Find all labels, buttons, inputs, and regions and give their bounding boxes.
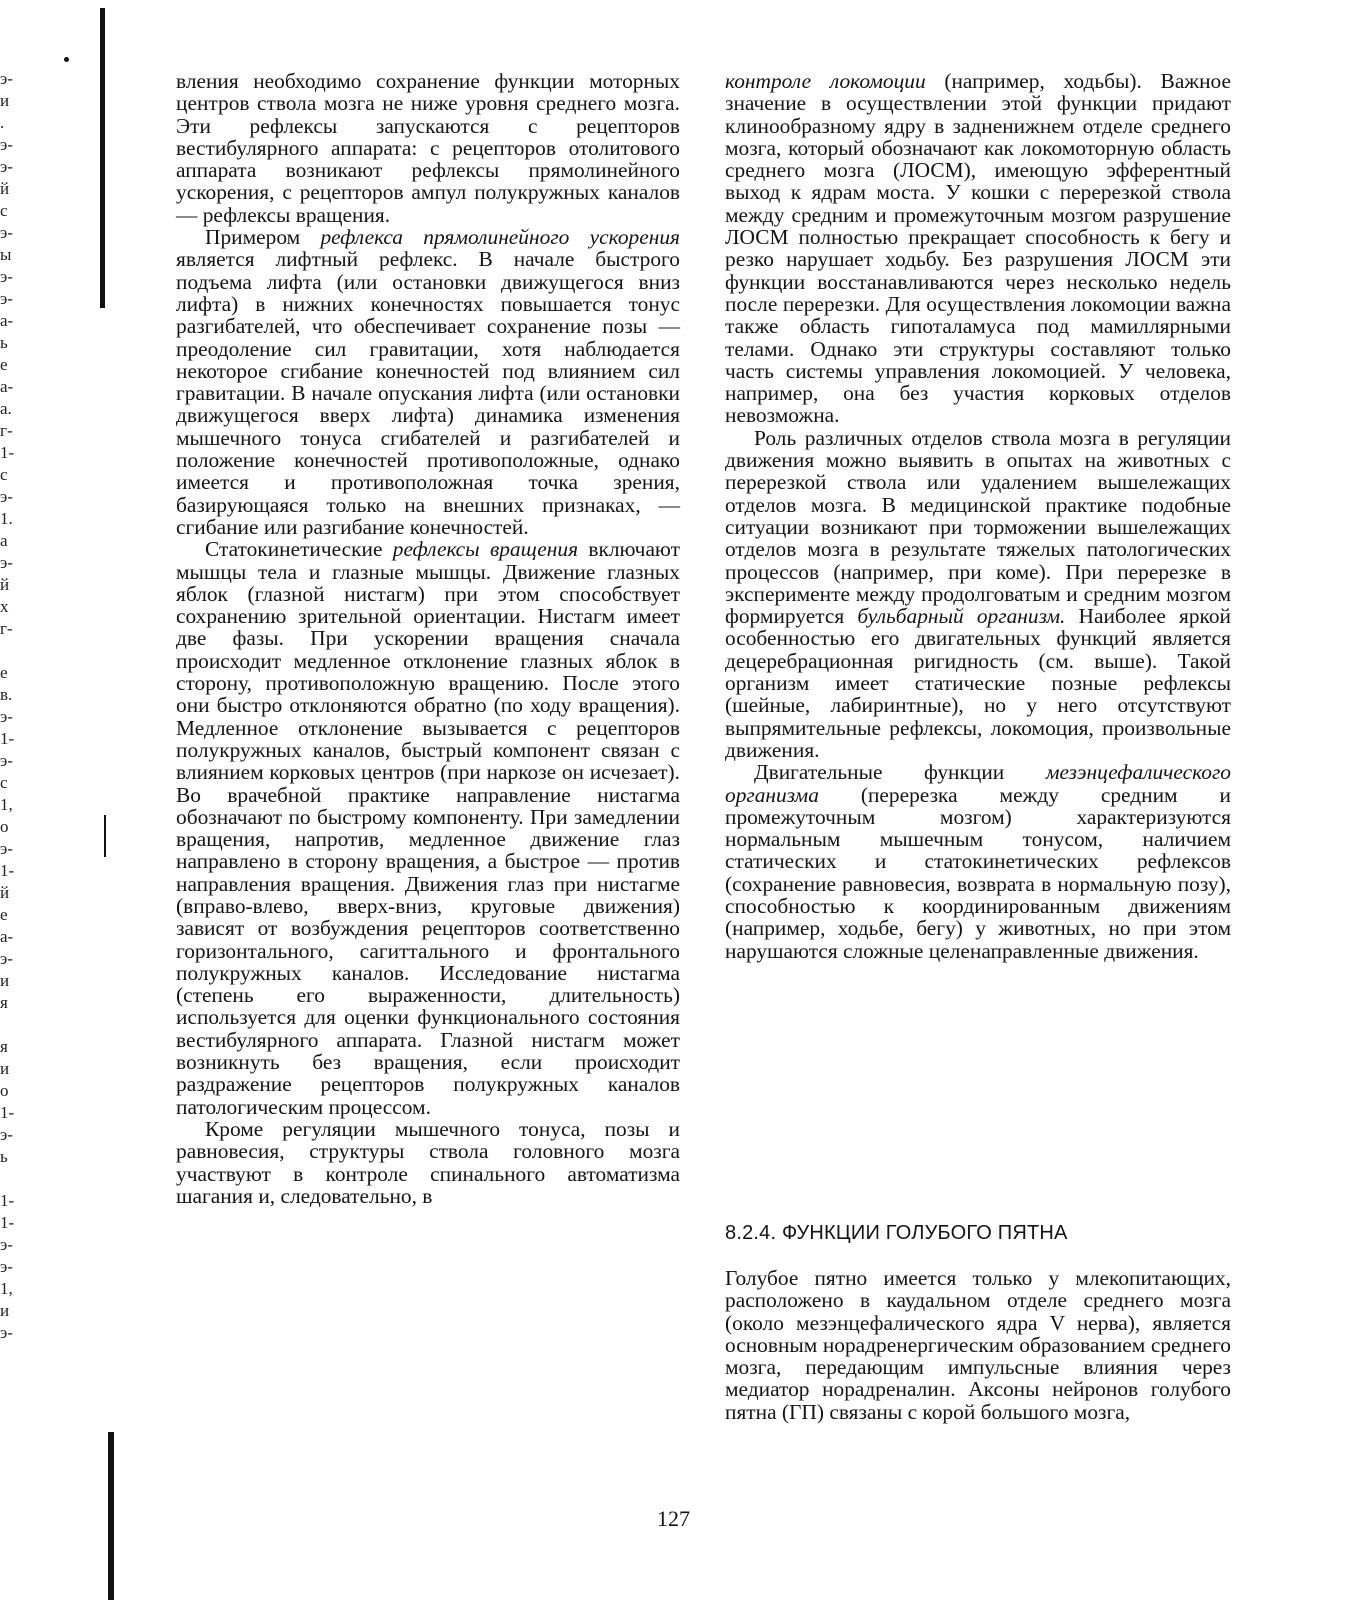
margin-fragment: э- (0, 69, 13, 88)
facing-page-margin-fragments (0, 68, 30, 1344)
emphasis: рефлекса прямолинейного ускорения (320, 225, 680, 250)
margin-fragment: в. (0, 685, 13, 704)
margin-fragment: э- (0, 1257, 13, 1276)
margin-fragment: э- (0, 135, 13, 154)
margin-fragment: х (0, 597, 9, 616)
section-heading: 8.2.4. ФУНКЦИИ ГОЛУБОГО ПЯТНА (725, 1222, 1068, 1244)
paragraph: Кроме регуляции мышечного тонуса, позы и равновесия, структуры ствола головного мозга участвуют в контроле спинального автоматизма шагания и, следовательно, в (176, 1116, 680, 1208)
margin-fragment: э- (0, 157, 13, 176)
paragraph: контроле локомоции (например, ходьбы). Важное значение в осуществлении этой функции придают клинообразному ядру в задненижнем отделе среднего мозга, который обозначают как локомоторную область среднего мозга (ЛОСМ), имеющую эфферентный выход к ядрам моста. У кошки с перерезкой ствола между средним и промежуточным мозгом разрушение ЛОСМ полностью прекращает способность к бегу и резко нарушает ходьбу. Без разрушения ЛОСМ эти функции восстанавливаются через несколько недель после перерезки. Для осуществления локомоции важна также область гипоталамуса под мамиллярными телами. Однако эти структуры составляют только часть системы управления локомоцией. У человека, например, она без участия корковых отделов невозможна. (725, 69, 1231, 428)
paragraph: Голубое пятно имеется только у млекопитающих, расположено в каудальном отделе среднего мозга (около мезэнцефалического ядра V нерва), является основным норадренергическим образованием среднего мозга, передающим импульсные влияния через медиатор норадреналин. Аксоны нейронов голубого пятна (ГП) связаны с корой большого мозга, (725, 1266, 1231, 1424)
margin-fragment: 1- (0, 729, 15, 748)
margin-fragment: 1- (0, 1103, 15, 1122)
margin-fragment: 1, (0, 1279, 13, 1298)
margin-fragment: э- (0, 1323, 13, 1342)
margin-fragment: и (0, 91, 10, 110)
margin-fragment: ь (0, 1147, 8, 1166)
margin-fragment: я (0, 1037, 8, 1056)
margin-fragment: г- (0, 619, 13, 638)
margin-fragment: а. (0, 399, 12, 418)
margin-fragment: . (0, 113, 5, 132)
paragraph: Примером рефлекса прямолинейного ускорения является лифтный рефлекс. В начале быстрого подъема лифта (или остановки движущегося вниз лифта) в нижних конечностях повышается тонус разгибателей, что обеспечивает сохранение позы — преодоление сил гравитации, хотя наблюдается некоторое сгибание конечностей под влиянием сил гравитации. В начале опускания лифта (или остановки движущегося вверх лифта) динамика изменения мышечного тонуса сгибателей и разгибателей и положение конечностей противоположные, однако имеется и противоположная точка зрения, базирующаяся только на внешних признаках, — сгибание или разгибание конечностей. (176, 225, 680, 539)
gutter-shadow-top (100, 8, 105, 308)
margin-fragment: э- (0, 707, 13, 726)
margin-fragment: е (0, 355, 8, 374)
margin-fragment: э- (0, 751, 13, 770)
margin-fragment: 1- (0, 1213, 15, 1232)
margin-fragment: э- (0, 267, 13, 286)
margin-fragment: й (0, 179, 10, 198)
margin-fragment (0, 1014, 30, 1036)
margin-fragment: э- (0, 223, 13, 242)
margin-fragment: э- (0, 487, 13, 506)
margin-fragment: э- (0, 553, 13, 572)
margin-fragment (0, 1168, 30, 1190)
page-number: 127 (657, 1506, 690, 1531)
margin-fragment: и (0, 971, 10, 990)
paragraph: Роль различных отделов ствола мозга в регуляции движения можно выявить в опытах на животных с перерезкой ствола или удалением вышележащих отделов мозга. В медицинской практике подобные ситуации возникают при торможении вышележащих отделов мозга в результате тяжелых патологических процессов (например, при коме). При перерезке в эксперименте между продолговатым и средним мозгом формируется бульбарный организм. Наиболее яркой особенностью его двигательных функций является децеребрационная ригидность (см. выше). Такой организм имеет статические позные рефлексы (шейные, лабиринтные), но у него отсутствуют выпрямительные рефлексы, локомоция, произвольные движения. (725, 425, 1232, 762)
margin-fragment: а- (0, 927, 14, 946)
margin-fragment: 1- (0, 443, 15, 462)
section-body (725, 1267, 1231, 1423)
speck (64, 57, 69, 62)
margin-fragment: й (0, 575, 10, 594)
emphasis: рефлексы вращения (392, 537, 579, 562)
margin-fragment: а- (0, 377, 14, 396)
margin-fragment: а (0, 531, 8, 550)
margin-fragment: 1- (0, 1191, 15, 1210)
emphasis: бульбарный организм. (857, 604, 1066, 629)
paragraph: Статокинетические рефлексы вращения включают мышцы тела и глазные мышцы. Движение глазных яблок (глазной нистагм) при этом способствует сохранению зрительной ориентации. Нистагм имеет две фазы. При ускорении вращения сначала происходит медленное отклонение глазных яблок в сторону, противоположную вращению. После этого они быстро отклоняются обратно (по ходу вращения). Медленное отклонение вызывается с рецепторов полукружных каналов, быстрый компонент связан с влиянием корковых центров (при наркозе он исчезает). Во врачебной практике направление нистагма обозначают по быстрому компоненту. При замедлении вращения, напротив, медленное движение глаз направлено в сторону вращения, а быстрое — против направления вращения. Движения глаз при нистагме (вправо-влево, вверх-вниз, круговые движения) зависят от возбуждения рецепторов соответственно горизонтального, сагиттального и фронтального полукружных каналов. Исследование нистагма (степень его выраженности, длительность) используется для оценки функционального состояния вестибулярного аппарата. Глазной нистагм может возникнуть без вращения, если происходит раздражение рецепторов полукружных каналов патологическим процессом. (176, 537, 680, 1119)
emphasis: мезэнцефалического организма (725, 760, 1231, 807)
margin-fragment: э- (0, 289, 13, 308)
margin-fragment: э- (0, 1235, 13, 1254)
margin-fragment: э- (0, 1125, 13, 1144)
margin-fragment: я (0, 993, 8, 1012)
margin-fragment (0, 640, 30, 662)
left-column (176, 70, 680, 1207)
margin-fragment: ь (0, 333, 8, 352)
paragraph: Двигательные функции мезэнцефалического организма (перерезка между средним и промежуточным мозгом) характеризуются нормальным мышечным тонусом, наличием статических и статокинетических рефлексов (сохранение равновесия, возврата в нормальную позу), способностью к координированным движениям (например, ходьбе, бегу) у животных, но при этом нарушаются сложные целенаправленные движения. (725, 760, 1231, 963)
margin-fragment: ы (0, 245, 12, 264)
margin-fragment: е (0, 905, 8, 924)
margin-fragment: 1- (0, 861, 15, 880)
margin-fragment: 1. (0, 509, 13, 528)
margin-fragment: о (0, 1081, 9, 1100)
margin-fragment: э- (0, 949, 13, 968)
margin-fragment: с (0, 465, 8, 484)
emphasis: контроле локомоции (725, 69, 926, 93)
margin-fragment: и (0, 1301, 10, 1320)
gutter-mark (104, 815, 106, 857)
margin-fragment: е (0, 663, 8, 682)
paragraph: вления необходимо сохранение функции моторных центров ствола мозга не ниже уровня среднего мозга. Эти рефлексы запускаются с рецепторов вестибулярного аппарата: с рецепторов отолитового аппарата возникают рефлексы прямолинейного ускорения, с рецепторов ампул полукружных каналов — рефлексы вращения. (176, 69, 680, 227)
margin-fragment: с (0, 201, 8, 220)
margin-fragment: э- (0, 839, 13, 858)
margin-fragment: 1, (0, 795, 13, 814)
margin-fragment: и (0, 1059, 10, 1078)
margin-fragment: с (0, 773, 8, 792)
margin-fragment: а- (0, 311, 14, 330)
right-column (725, 70, 1231, 962)
margin-fragment: й (0, 883, 10, 902)
margin-fragment: о (0, 817, 9, 836)
margin-fragment: г- (0, 421, 13, 440)
